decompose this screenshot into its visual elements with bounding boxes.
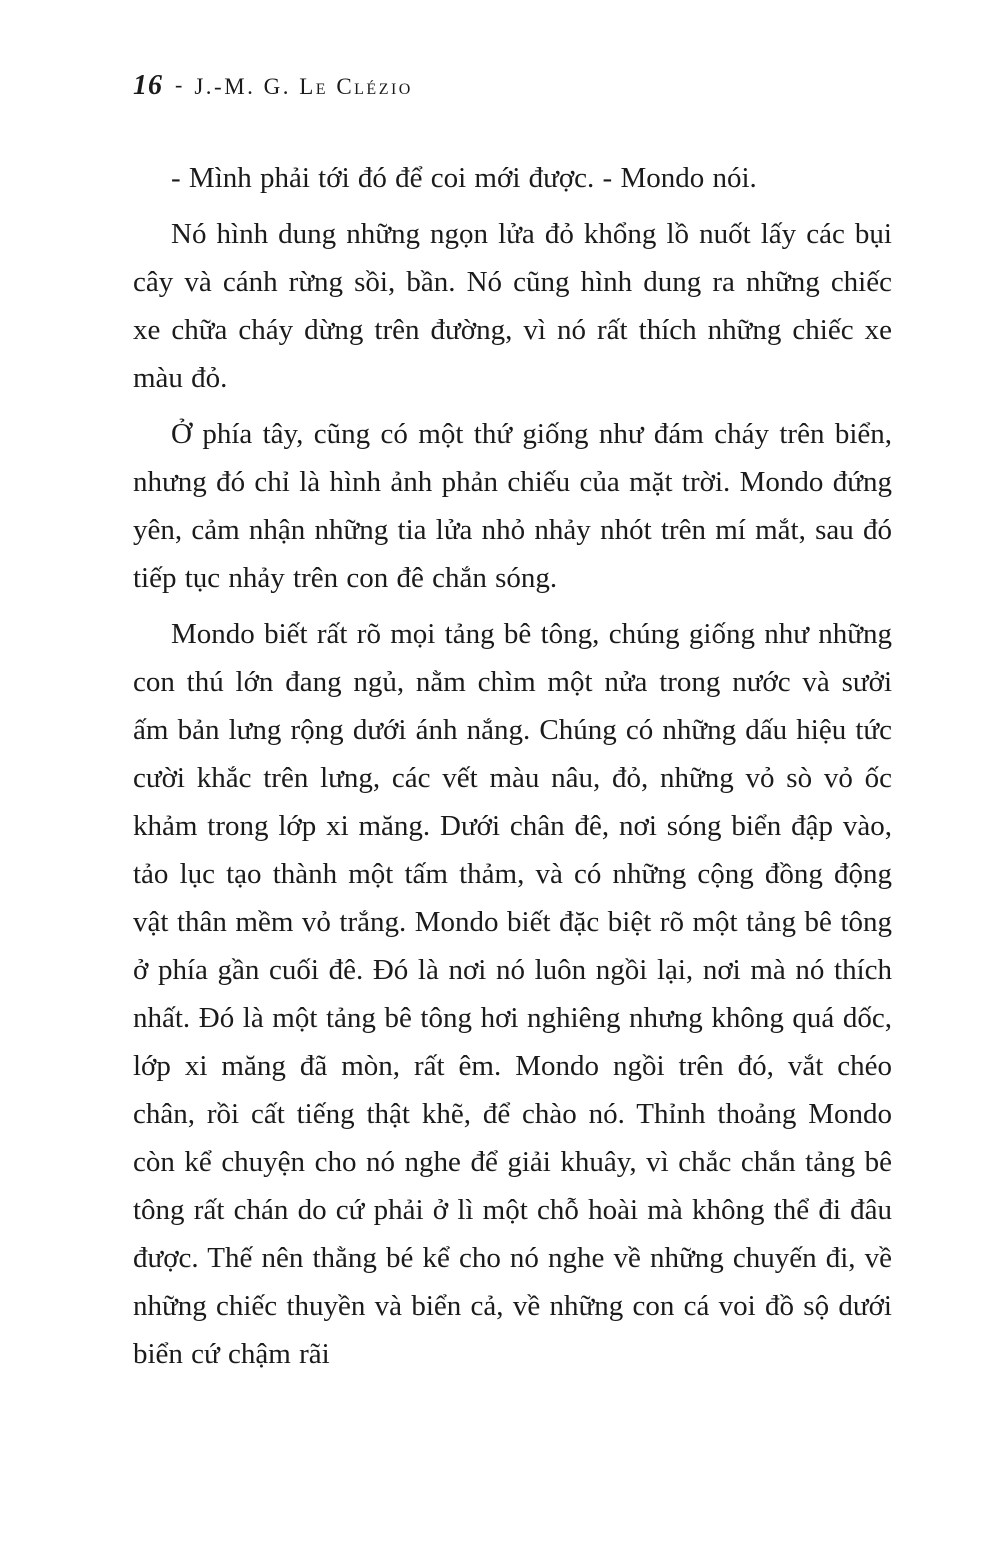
page-header xyxy=(133,70,892,102)
paragraph: Nó hình dung những ngọn lửa đỏ khổng lồ nuốt lấy các bụi cây và cánh rừng sồi, bần. Nó cũng hình dung ra những chiếc xe chữa cháy dừng trên đường, vì nó rất thích những chiếc xe màu đỏ. xyxy=(133,218,892,394)
paragraph: Ở phía tây, cũng có một thứ giống như đám cháy trên biển, nhưng đó chỉ là hình ảnh phản chiếu của mặt trời. Mondo đứng yên, cảm nhận những tia lửa nhỏ nhảy nhót trên mí mắt, sau đó tiếp tục nhảy trên con đê chắn sóng. xyxy=(133,418,892,594)
page-number: 16 xyxy=(133,70,163,101)
paragraph-dialogue: - Mình phải tới đó để coi mới được. - Mondo nói. xyxy=(171,162,757,194)
header-separator: - xyxy=(175,72,183,97)
paragraph: Mondo biết rất rõ mọi tảng bê tông, chúng giống như những con thú lớn đang ngủ, nằm chìm một nửa trong nước và sưởi ấm bản lưng rộng dưới ánh nắng. Chúng có những dấu hiệu tức cười khắc trên lưng, các vết màu nâu, đỏ, những vỏ sò vỏ ốc khảm trong lớp xi măng. Dưới chân đê, nơi sóng biển đập vào, tảo lục tạo thành một tấm thảm, và có những cộng đồng động vật thân mềm vỏ trắng. Mondo biết đặc biệt rõ một tảng bê tông ở phía gần cuối đê. Đó là nơi nó luôn ngồi lại, nơi mà nó thích nhất. Đó là một tảng bê tông hơi nghiêng nhưng không quá dốc, lớp xi măng đã mòn, rất êm. Mondo ngồi trên đó, vắt chéo chân, rồi cất tiếng thật khẽ, để chào nó. Thỉnh thoảng Mondo còn kể chuyện cho nó nghe để giải khuây, vì chắc chắn tảng bê tông rất chán do cứ phải ở lì một chỗ hoài mà không thể đi đâu được. Thế nên thằng bé kể cho nó nghe về những chuyến đi, về những chiếc thuyền và biển cả, về những con cá voi đồ sộ dưới biển cứ chậm rãi xyxy=(133,618,892,1370)
page-body xyxy=(133,154,892,1378)
header-author: J.-M. G. Le Clézio xyxy=(194,74,413,99)
